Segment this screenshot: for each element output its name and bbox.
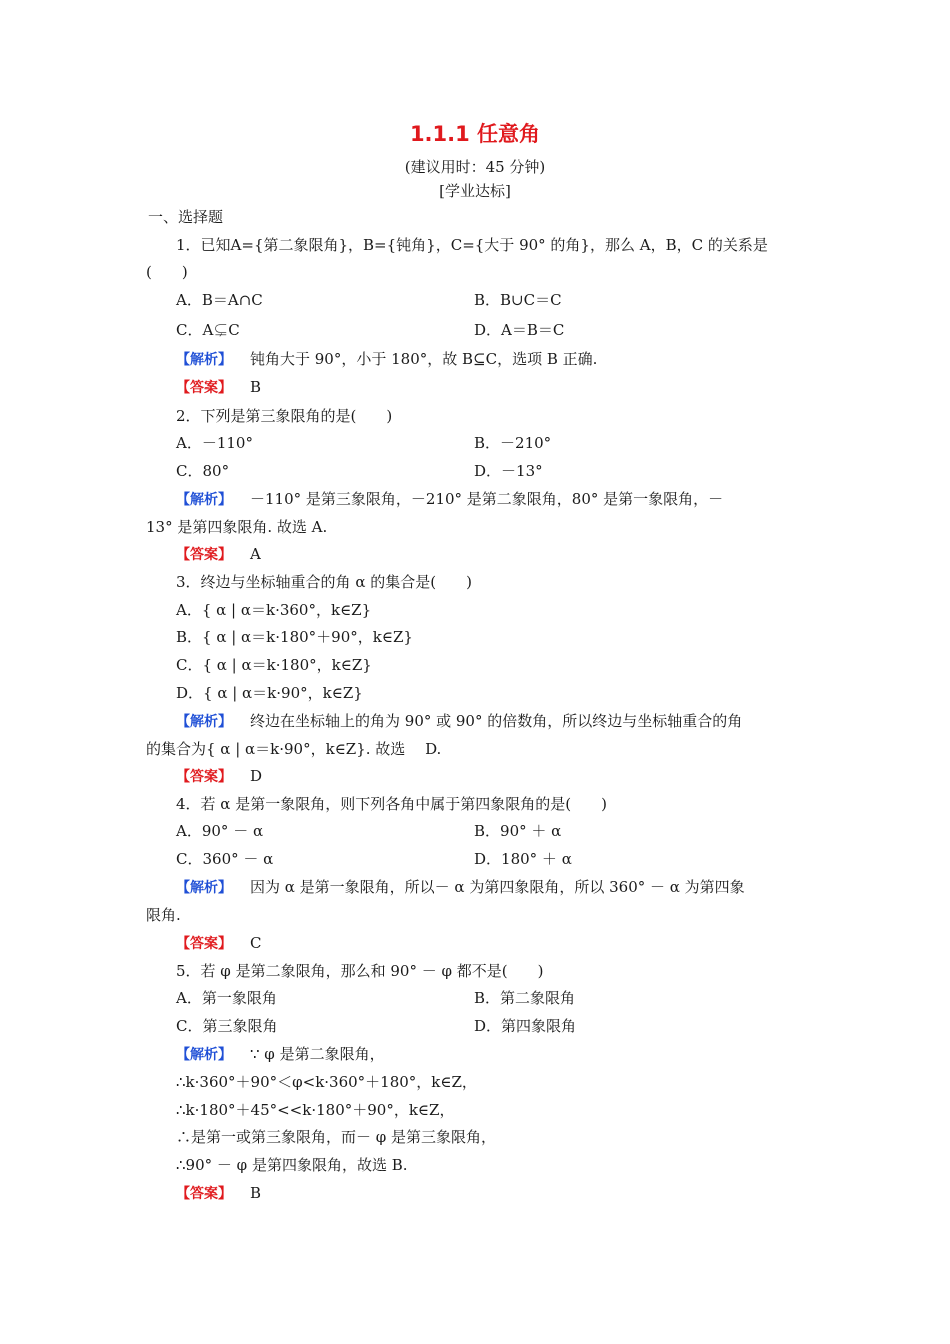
q3-analysis-text-1: 终边在坐标轴上的角为 90° 或 90° 的倍数角，所以终边与坐标轴重合的角 bbox=[250, 712, 743, 730]
q2-option-c: C．80° bbox=[176, 462, 230, 480]
q5-option-b: B．第二象限角 bbox=[474, 989, 576, 1007]
q4-analysis-text-1: 因为 α 是第一象限角，所以－ α 为第四象限角，所以 360° － α 为第四象 bbox=[250, 878, 745, 896]
q5-analysis bbox=[176, 1044, 385, 1065]
q2-answer-text: A bbox=[250, 545, 261, 563]
analysis-tag: 【解析】 bbox=[176, 352, 232, 368]
q5-analysis-text-1: ∵ φ 是第二象限角， bbox=[250, 1045, 385, 1063]
q1-answer bbox=[176, 377, 261, 398]
q3-analysis-text-2: 的集合为{ α | α＝k·90°，k∈Z}. 故选 D. bbox=[146, 740, 442, 758]
q3-analysis bbox=[176, 711, 742, 732]
time-note: (建议用时：45 分钟) bbox=[404, 158, 546, 176]
q5-analysis-line-4: ∴是第一或第三象限角，而－ φ 是第三象限角， bbox=[176, 1128, 497, 1146]
q3-option-b: B．{ α | α＝k·180°＋90°，k∈Z} bbox=[176, 628, 413, 646]
q3-answer-text: D bbox=[250, 767, 263, 785]
q1-option-b: B．B∪C＝C bbox=[474, 291, 562, 309]
q3-answer bbox=[176, 766, 262, 787]
q1-analysis-text: 钝角大于 90°，小于 180°，故 B⊆C，选项 B 正确. bbox=[250, 350, 598, 368]
q5-answer-text: B bbox=[250, 1184, 262, 1202]
q2-analysis bbox=[176, 489, 723, 510]
answer-tag: 【答案】 bbox=[176, 547, 232, 563]
analysis-tag: 【解析】 bbox=[176, 880, 232, 896]
q3-option-a: A．{ α | α＝k·360°，k∈Z} bbox=[176, 601, 372, 619]
q1-stem-line2: ( ) bbox=[146, 263, 188, 281]
q4-answer-text: C bbox=[250, 934, 262, 952]
q3-stem: 3．终边与坐标轴重合的角 α 的集合是( ) bbox=[176, 573, 472, 591]
q5-analysis-line-5: ∴90° － φ 是第四象限角，故选 B. bbox=[176, 1156, 408, 1174]
q5-analysis-line-2: ∴k·360°＋90°＜φ<k·360°＋180°，k∈Z， bbox=[176, 1073, 477, 1091]
q2-analysis-text-1: －110° 是第三象限角，－210° 是第二象限角，80° 是第一象限角，－ bbox=[250, 490, 724, 508]
q5-stem: 5．若 φ 是第二象限角，那么和 90° － φ 都不是( ) bbox=[176, 962, 544, 980]
answer-tag: 【答案】 bbox=[176, 769, 232, 785]
q5-option-d: D．第四象限角 bbox=[474, 1017, 577, 1035]
q4-answer bbox=[176, 933, 261, 954]
q2-option-d: D．－13° bbox=[474, 462, 543, 480]
answer-tag: 【答案】 bbox=[176, 936, 232, 952]
q2-option-a: A．－110° bbox=[176, 434, 253, 452]
q4-option-a: A．90° － α bbox=[176, 822, 264, 840]
q1-option-a: A．B＝A∩C bbox=[176, 291, 263, 309]
q4-analysis bbox=[176, 877, 745, 898]
q5-option-c: C．第三象限角 bbox=[176, 1017, 278, 1035]
page-title: 1.1.1 任意角 bbox=[409, 122, 541, 146]
q3-option-c: C．{ α | α＝k·180°，k∈Z} bbox=[176, 656, 372, 674]
q3-option-d: D．{ α | α＝k·90°，k∈Z} bbox=[176, 684, 363, 702]
q4-option-b: B．90° ＋ α bbox=[474, 822, 562, 840]
q4-option-c: C．360° － α bbox=[176, 850, 274, 868]
q1-option-d: D．A＝B＝C bbox=[474, 321, 565, 339]
q5-analysis-line-3: ∴k·180°＋45°<<k·180°＋90°，k∈Z， bbox=[176, 1101, 455, 1119]
part-heading: 一、选择题 bbox=[148, 208, 224, 226]
q1-option-c: C．A⊊C bbox=[176, 321, 240, 339]
analysis-tag: 【解析】 bbox=[176, 1047, 232, 1063]
q2-option-b: B．－210° bbox=[474, 434, 552, 452]
q1-analysis bbox=[176, 349, 597, 370]
q5-answer bbox=[176, 1183, 261, 1204]
analysis-tag: 【解析】 bbox=[176, 492, 232, 508]
answer-tag: 【答案】 bbox=[176, 1186, 232, 1202]
section-heading: [学业达标] bbox=[439, 182, 511, 200]
q4-analysis-text-2: 限角. bbox=[146, 906, 181, 924]
q5-option-a: A．第一象限角 bbox=[176, 989, 277, 1007]
answer-tag: 【答案】 bbox=[176, 380, 232, 396]
q2-stem: 2．下列是第三象限角的是( ) bbox=[176, 407, 393, 425]
analysis-tag: 【解析】 bbox=[176, 714, 232, 730]
q2-answer bbox=[176, 544, 261, 565]
q1-answer-text: B bbox=[250, 378, 262, 396]
q2-analysis-text-2: 13° 是第四象限角. 故选 A. bbox=[146, 518, 328, 536]
q4-option-d: D．180° ＋ α bbox=[474, 850, 572, 868]
q4-stem: 4．若 α 是第一象限角，则下列各角中属于第四象限角的是( ) bbox=[176, 795, 607, 813]
q1-stem-line1: 1．已知A={第二象限角}，B={钝角}，C={大于 90° 的角}，那么 A，B，C 的关系是 bbox=[176, 236, 768, 254]
